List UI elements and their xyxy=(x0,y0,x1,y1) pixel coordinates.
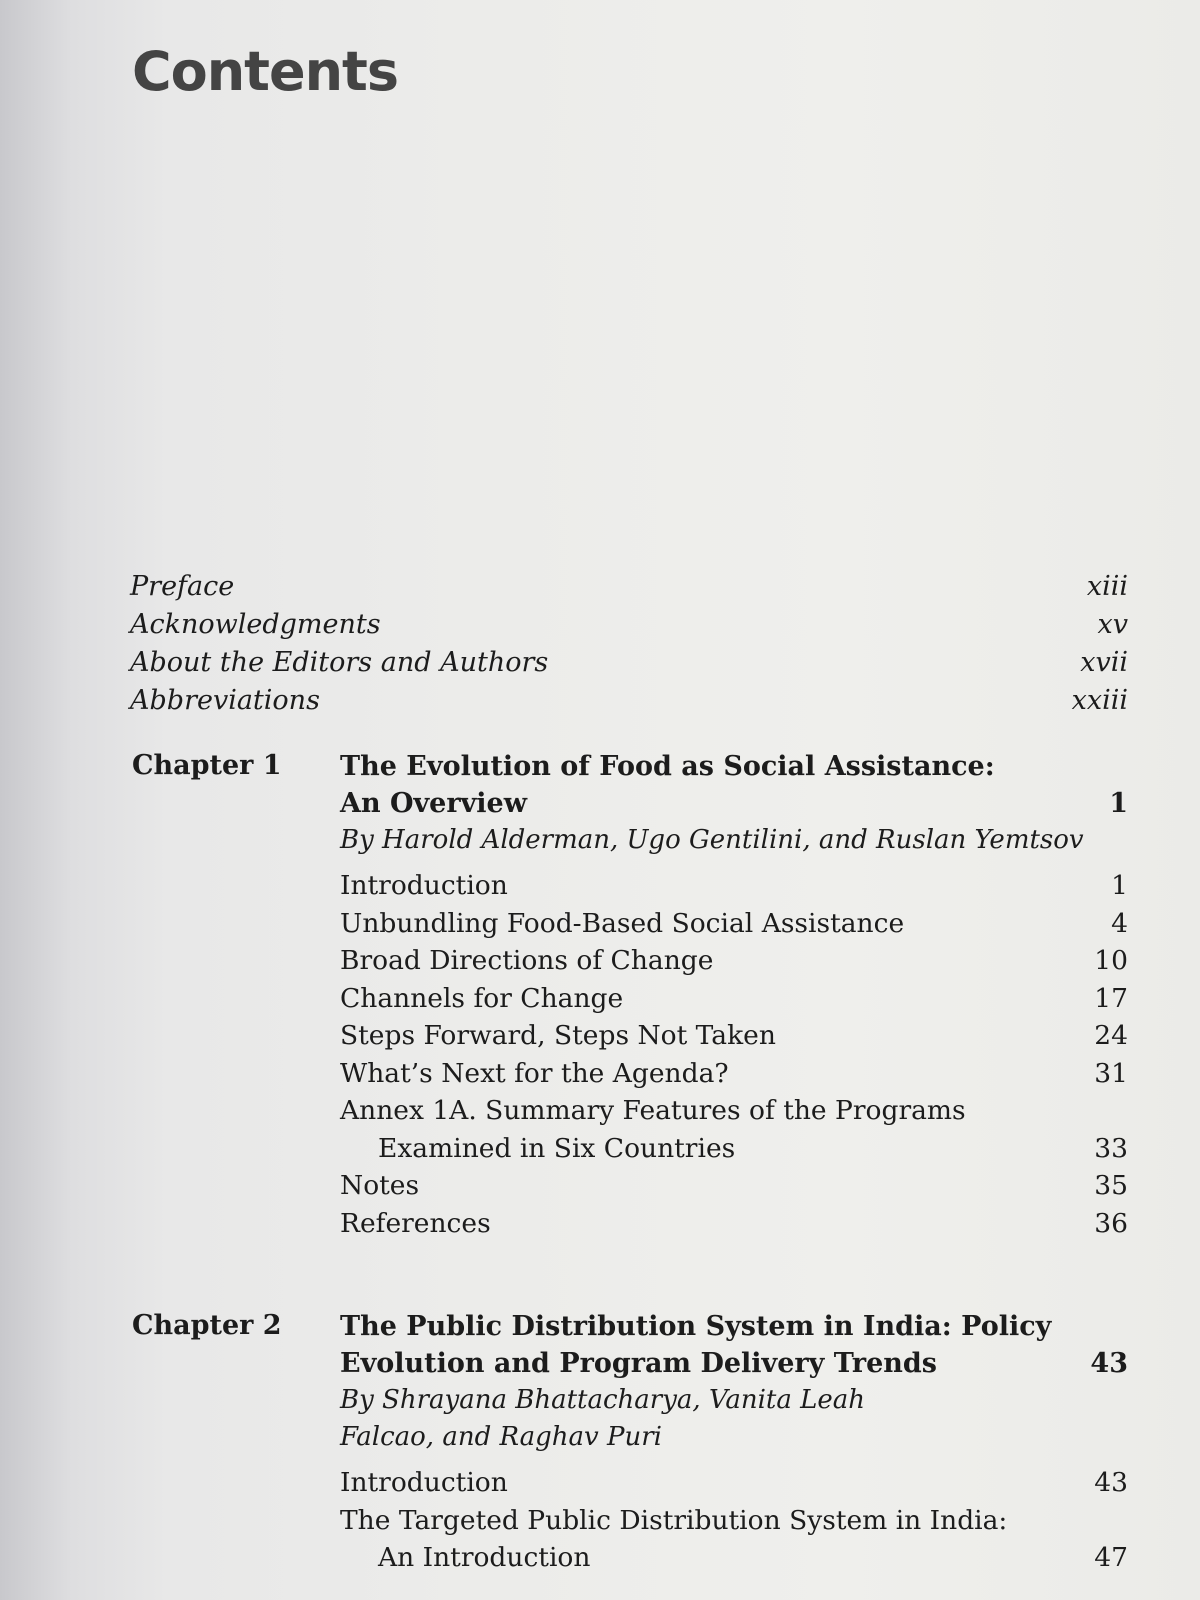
toc-entry-page: 17 xyxy=(1094,982,1128,1014)
toc-entry[interactable] xyxy=(340,1017,1128,1055)
toc-entry-label: Channels for Change xyxy=(340,982,624,1014)
toc-entry-page: 24 xyxy=(1094,1020,1128,1051)
toc-entry-label: References xyxy=(340,1207,491,1239)
chapter-page: 1 xyxy=(1109,788,1128,819)
toc-entry-line[interactable] xyxy=(340,1502,1128,1540)
toc-entry-about-editors[interactable] xyxy=(130,644,1128,682)
toc-entry[interactable] xyxy=(340,867,1128,905)
chapter-title-row[interactable] xyxy=(340,1345,1128,1382)
toc-entry-page: 35 xyxy=(1094,1170,1128,1201)
toc-entry-page: 47 xyxy=(1094,1542,1128,1573)
toc-entry-page: 31 xyxy=(1094,1057,1128,1089)
toc-entry-label: Acknowledgments xyxy=(130,609,381,640)
chapter-title-line: An Overview xyxy=(340,788,527,819)
toc-entry-label: The Targeted Public Distribution System in India: xyxy=(340,1504,1008,1536)
toc-entry-abbreviations[interactable] xyxy=(130,682,1128,720)
chapter-title-line: Evolution and Program Delivery Trends xyxy=(340,1348,937,1379)
toc-entry-page: xvii xyxy=(1080,647,1128,678)
toc-entry-label: Abbreviations xyxy=(130,685,320,716)
chapter-title-row[interactable] xyxy=(340,785,1128,822)
toc-entry-label: Steps Forward, Steps Not Taken xyxy=(340,1020,776,1051)
toc-entry-label: What’s Next for the Agenda? xyxy=(340,1057,729,1089)
toc-entry-acknowledgments[interactable] xyxy=(130,606,1128,644)
toc-entry[interactable] xyxy=(340,1539,1128,1577)
front-matter-list xyxy=(130,568,1128,720)
chapter-label: Chapter 1 xyxy=(132,750,282,781)
toc-entry-page: xv xyxy=(1097,609,1128,640)
chapter-authors: By Harold Alderman, Ugo Gentilini, and Ruslan Yemtsov xyxy=(340,825,1084,855)
chapter-label: Chapter 2 xyxy=(132,1310,282,1341)
toc-entry-label: Annex 1A. Summary Features of the Programs xyxy=(340,1095,966,1126)
toc-entry-page: 10 xyxy=(1094,945,1128,976)
toc-entry-references[interactable] xyxy=(340,1205,1128,1243)
chapter-page: 43 xyxy=(1090,1348,1128,1379)
page-title: Contents xyxy=(132,40,399,103)
toc-entry-page: 33 xyxy=(1094,1132,1128,1164)
toc-entry-notes[interactable] xyxy=(340,1167,1128,1205)
toc-entry-label: An Introduction xyxy=(378,1542,591,1573)
toc-entry-label: Broad Directions of Change xyxy=(340,945,714,976)
toc-entry-label: Preface xyxy=(130,571,235,602)
chapter-authors: By Shrayana Bhattacharya, Vanita Leah xyxy=(340,1385,866,1415)
toc-entry-page: 36 xyxy=(1094,1207,1128,1239)
toc-entry[interactable] xyxy=(340,1055,1128,1093)
toc-entry[interactable] xyxy=(340,905,1128,943)
chapter-authors: Falcao, and Raghav Puri xyxy=(340,1422,662,1452)
chapter-1-body xyxy=(340,748,1128,1242)
toc-entry-page: xxiii xyxy=(1071,685,1128,716)
toc-entry[interactable] xyxy=(340,980,1128,1018)
toc-entry-page: 1 xyxy=(1111,870,1128,901)
toc-entry-preface[interactable] xyxy=(130,568,1128,606)
toc-entry-annex-line[interactable] xyxy=(340,1092,1128,1130)
toc-entry[interactable] xyxy=(340,1464,1128,1502)
toc-entry-label: Unbundling Food-Based Social Assistance xyxy=(340,907,905,939)
toc-entry-page: xiii xyxy=(1086,571,1128,602)
toc-entry-annex[interactable] xyxy=(340,1130,1128,1168)
toc-entry-label: Examined in Six Countries xyxy=(378,1132,736,1164)
toc-entry-label: About the Editors and Authors xyxy=(130,647,549,678)
chapter-title-line[interactable]: The Public Distribution System in India: Policy xyxy=(340,1311,1052,1342)
toc-entry[interactable] xyxy=(340,942,1128,980)
toc-entry-label: Notes xyxy=(340,1170,420,1201)
toc-entry-label: Introduction xyxy=(340,1467,508,1498)
toc-entry-page: 43 xyxy=(1094,1467,1128,1498)
chapter-2-body xyxy=(340,1308,1128,1577)
toc-entry-label: Introduction xyxy=(340,870,508,901)
chapter-title-line[interactable]: The Evolution of Food as Social Assistance: xyxy=(340,751,995,782)
toc-entry-page: 4 xyxy=(1111,907,1128,939)
